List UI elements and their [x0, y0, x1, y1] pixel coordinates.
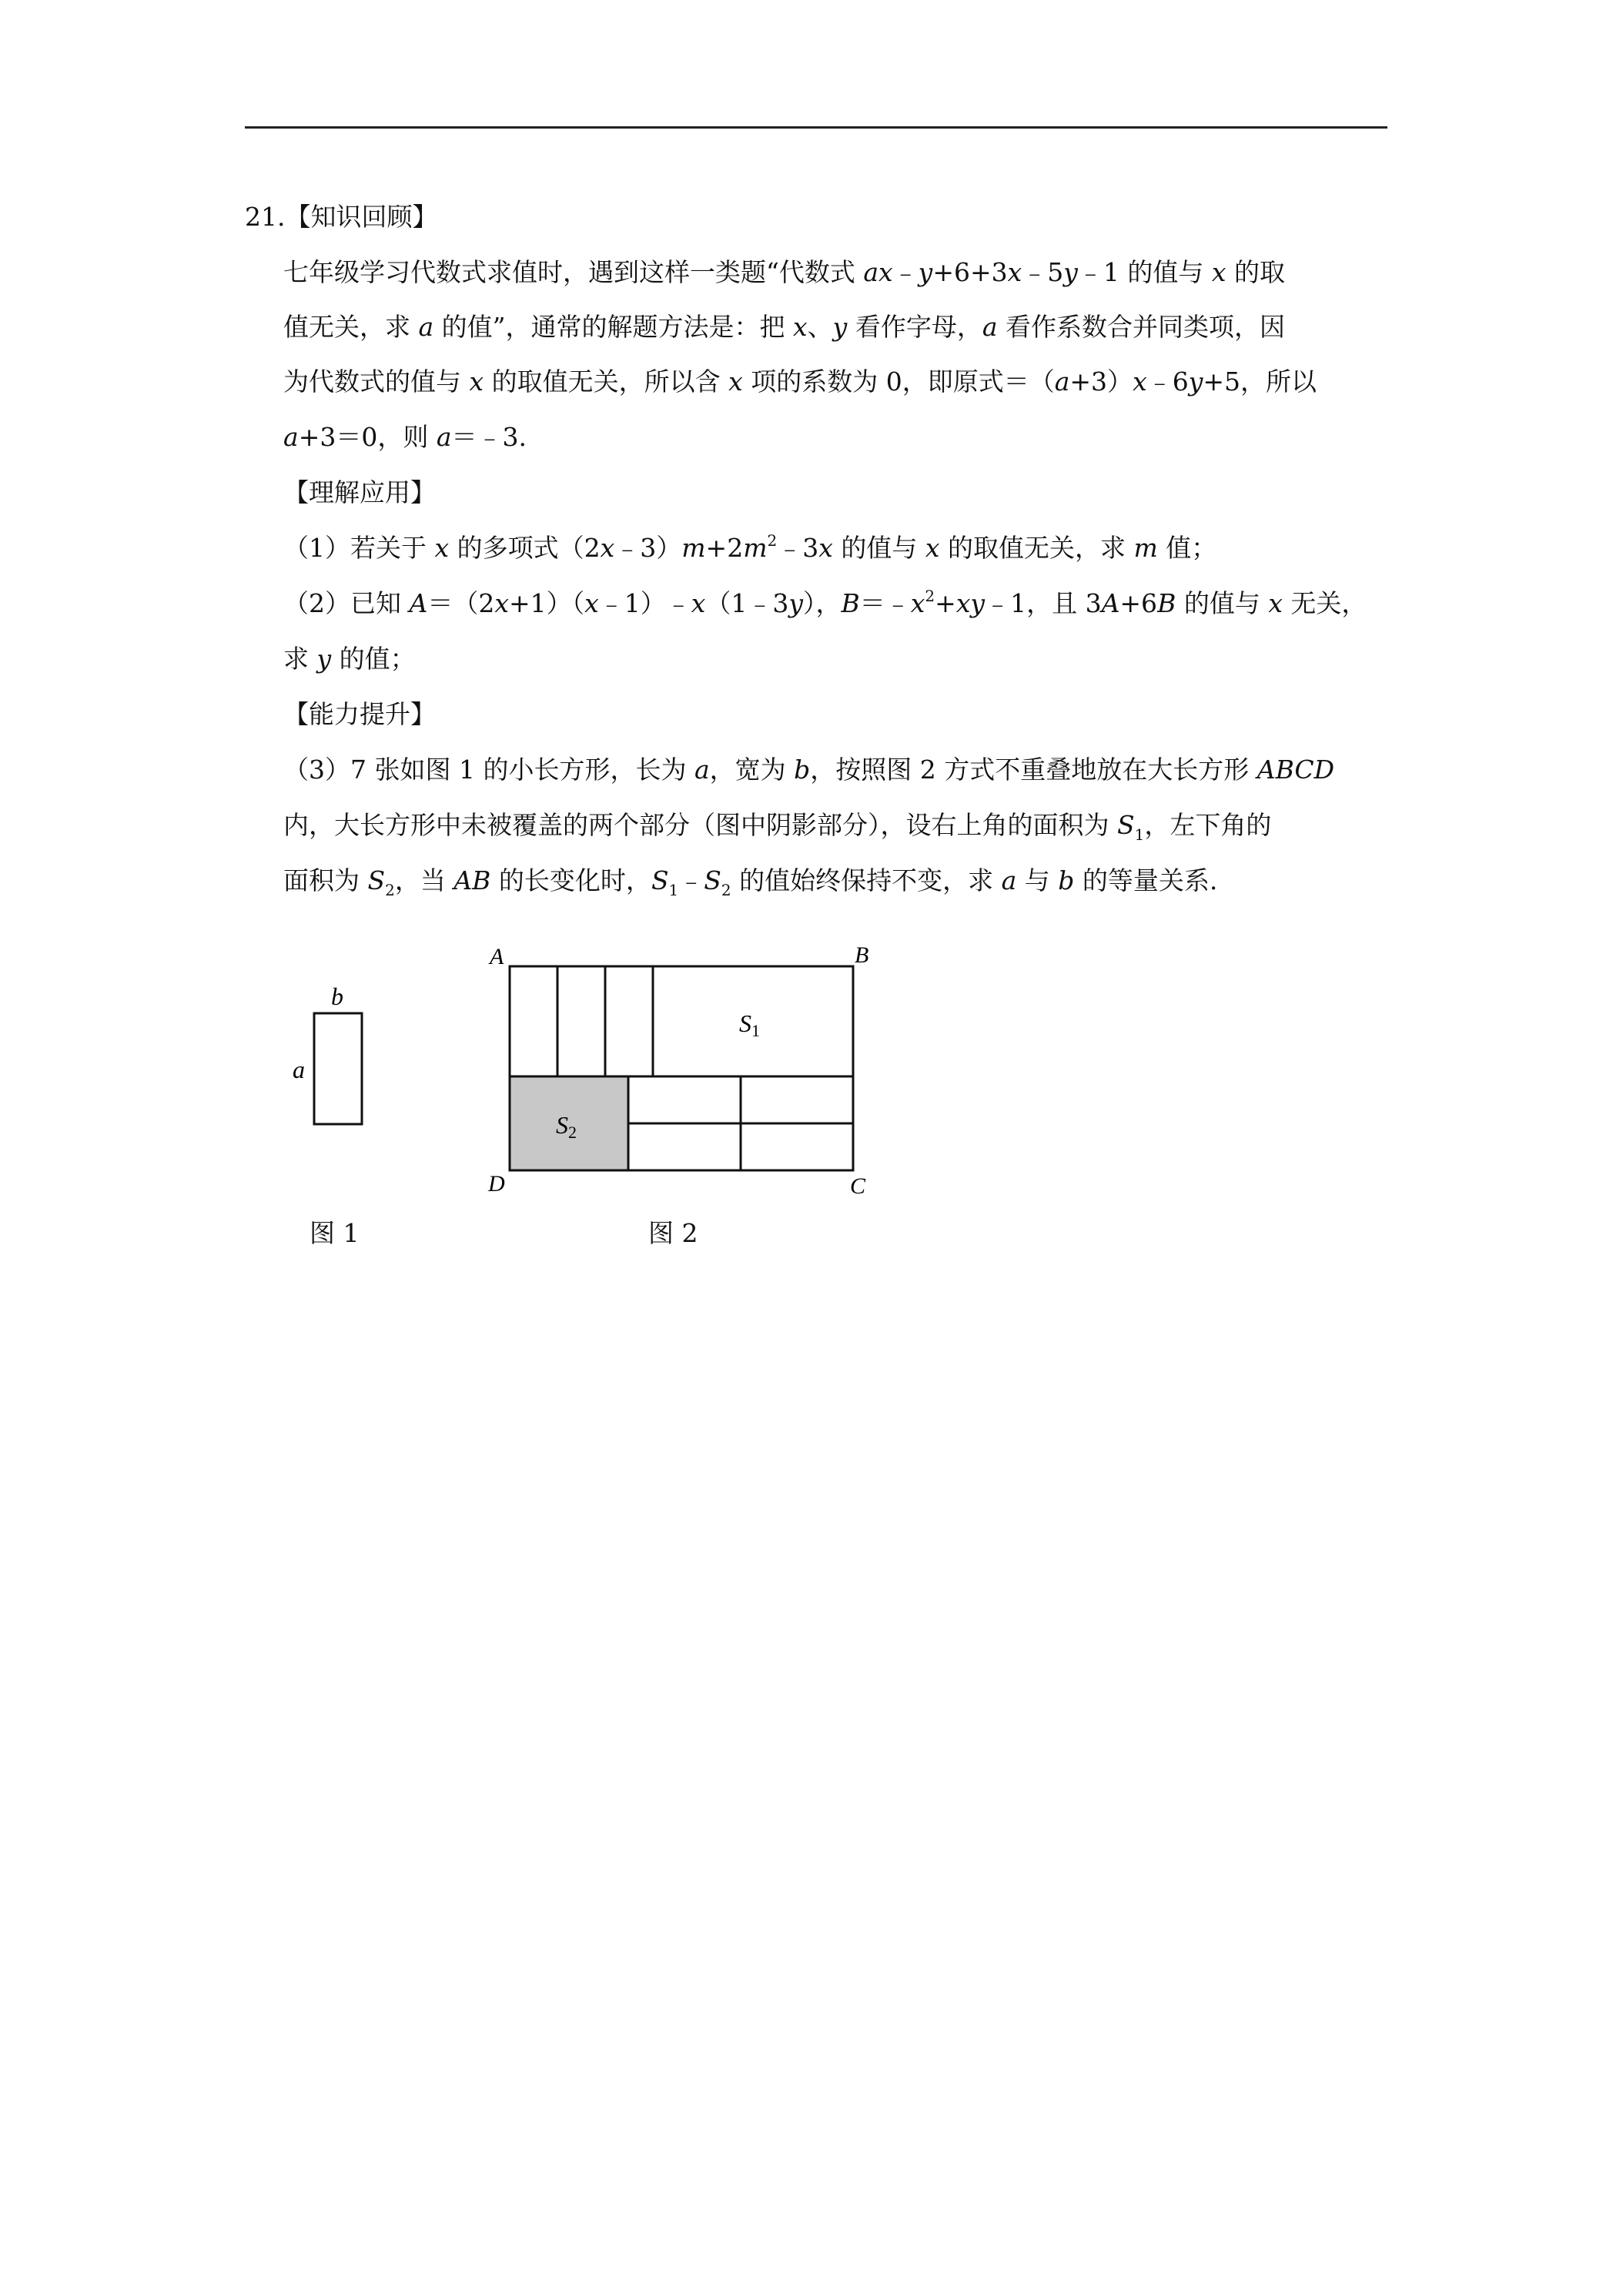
- part-2-line-1: （2）已知 A＝（2x+1）（x﹣1）﹣x（1﹣3y），$B=﹣x^2+xy﹣1$，且 3A+6B 的值与 x 无关，: [283, 587, 1367, 618]
- part-3-line-1: （3）7 张如图 1 的小长方形，长为 a，宽为 b，按照图 2 方式不重叠地放在大长方形 ABCD: [283, 755, 1335, 785]
- label-S2: S2: [556, 1111, 577, 1142]
- review-line-1: 七年级学习代数式求值时，遇到这样一类题“代数式 ax﹣y+6+3x﹣5y﹣1 的值与 x 的取: [283, 257, 1286, 287]
- label-B: B: [855, 942, 869, 968]
- part-2-line-2: 求 y 的值；: [283, 644, 416, 674]
- section-apply-title: 【理解应用】: [283, 477, 436, 507]
- label-D: D: [488, 1171, 505, 1197]
- figure-2-caption: 图 2: [648, 1218, 698, 1248]
- question-number: 21.: [245, 202, 286, 232]
- section-review-title: 【知识回顾】: [285, 202, 438, 232]
- figure-2: [487, 942, 868, 1199]
- figure-1: [293, 982, 362, 1124]
- review-line-3: 为代数式的值与 x 的取值无关，所以含 x 项的系数为 0，即原式＝（a+3）x﹣6y+5，所以: [283, 366, 1317, 397]
- section-ability-title: 【能力提升】: [283, 699, 436, 729]
- review-line-4: a+3＝0，则 a＝﹣3.: [283, 422, 527, 452]
- part-1: （1）若关于 x 的多项式$(2x﹣3)m+2m^2﹣3x$ 的值与 x 的取值无关，求 m 值；: [283, 531, 1217, 563]
- part-3-line-2: 内，大长方形中未被覆盖的两个部分（图中阴影部分），设右上角的面积为 $S_1$，左下角的: [283, 810, 1272, 844]
- part-3-line-3: 面积为 $S_2$，当 AB 的长变化时，$S_1﹣S_2$ 的值始终保持不变，求 a 与 b 的等量关系.: [283, 865, 1218, 899]
- label-S1: S1: [739, 1009, 760, 1040]
- figure-1-caption: 图 1: [310, 1218, 360, 1248]
- label-a: a: [293, 1056, 305, 1083]
- review-line-2: 值无关，求 a 的值”，通常的解题方法是：把 x、y 看作字母，a 看作系数合并同类项，因: [283, 312, 1286, 342]
- label-b: b: [331, 982, 343, 1010]
- small-rectangle: [314, 1013, 362, 1124]
- label-A: A: [490, 944, 504, 969]
- label-C: C: [850, 1173, 866, 1199]
